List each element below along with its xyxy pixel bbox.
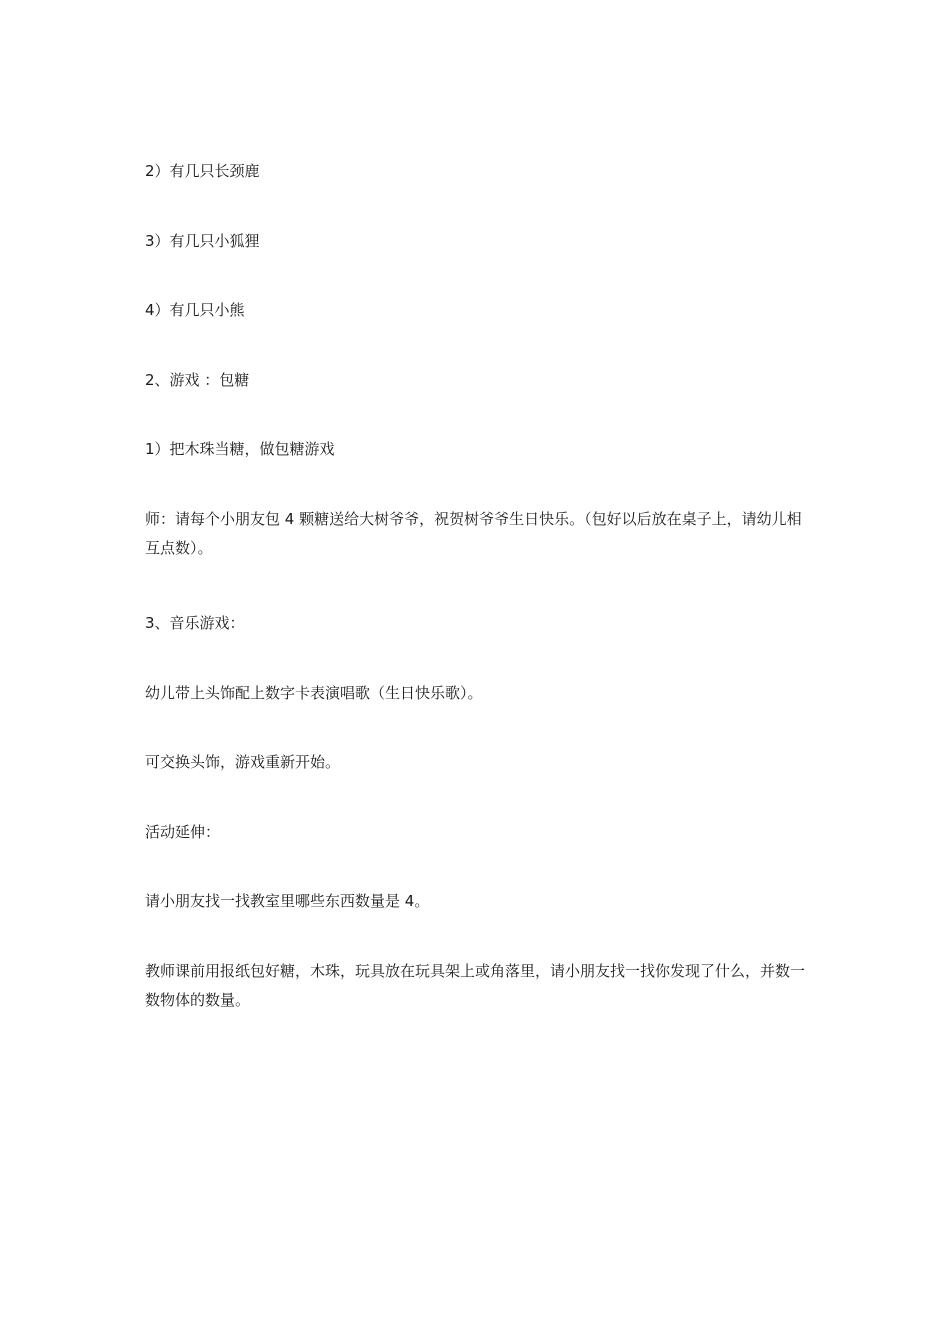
candy-game-step: 1）把木珠当糖，做包糖游戏: [145, 440, 335, 458]
music-game-restart: 可交换头饰，游戏重新开始。: [145, 753, 341, 771]
question-fox: 3）有几只小狐狸: [145, 232, 260, 250]
extension-task: 请小朋友找一找教室里哪些东西数量是 4。: [145, 892, 430, 910]
section-heading-candy-game: 2、游戏 ：包糖: [145, 371, 250, 389]
music-game-description: 幼儿带上头饰配上数字卡表演唱歌（生日快乐歌）。: [145, 684, 483, 702]
extension-teacher-prep: 教师课前用报纸包好糖，木珠，玩具放在玩具架上或角落里，请小朋友找一找你发现了什么，并数一数物体的数量。: [145, 962, 806, 1009]
section-heading-music-game: 3、音乐游戏：: [145, 614, 245, 632]
question-giraffe: 2）有几只长颈鹿: [145, 162, 260, 180]
section-heading-extension: 活动延伸：: [145, 823, 221, 841]
question-bear: 4）有几只小熊: [145, 301, 245, 319]
teacher-instruction: 师：请每个小朋友包 4 颗糖送给大树爷爷，祝贺树爷爷生日快乐。（包好以后放在桌子上，请幼儿相互点数）。: [145, 510, 802, 557]
